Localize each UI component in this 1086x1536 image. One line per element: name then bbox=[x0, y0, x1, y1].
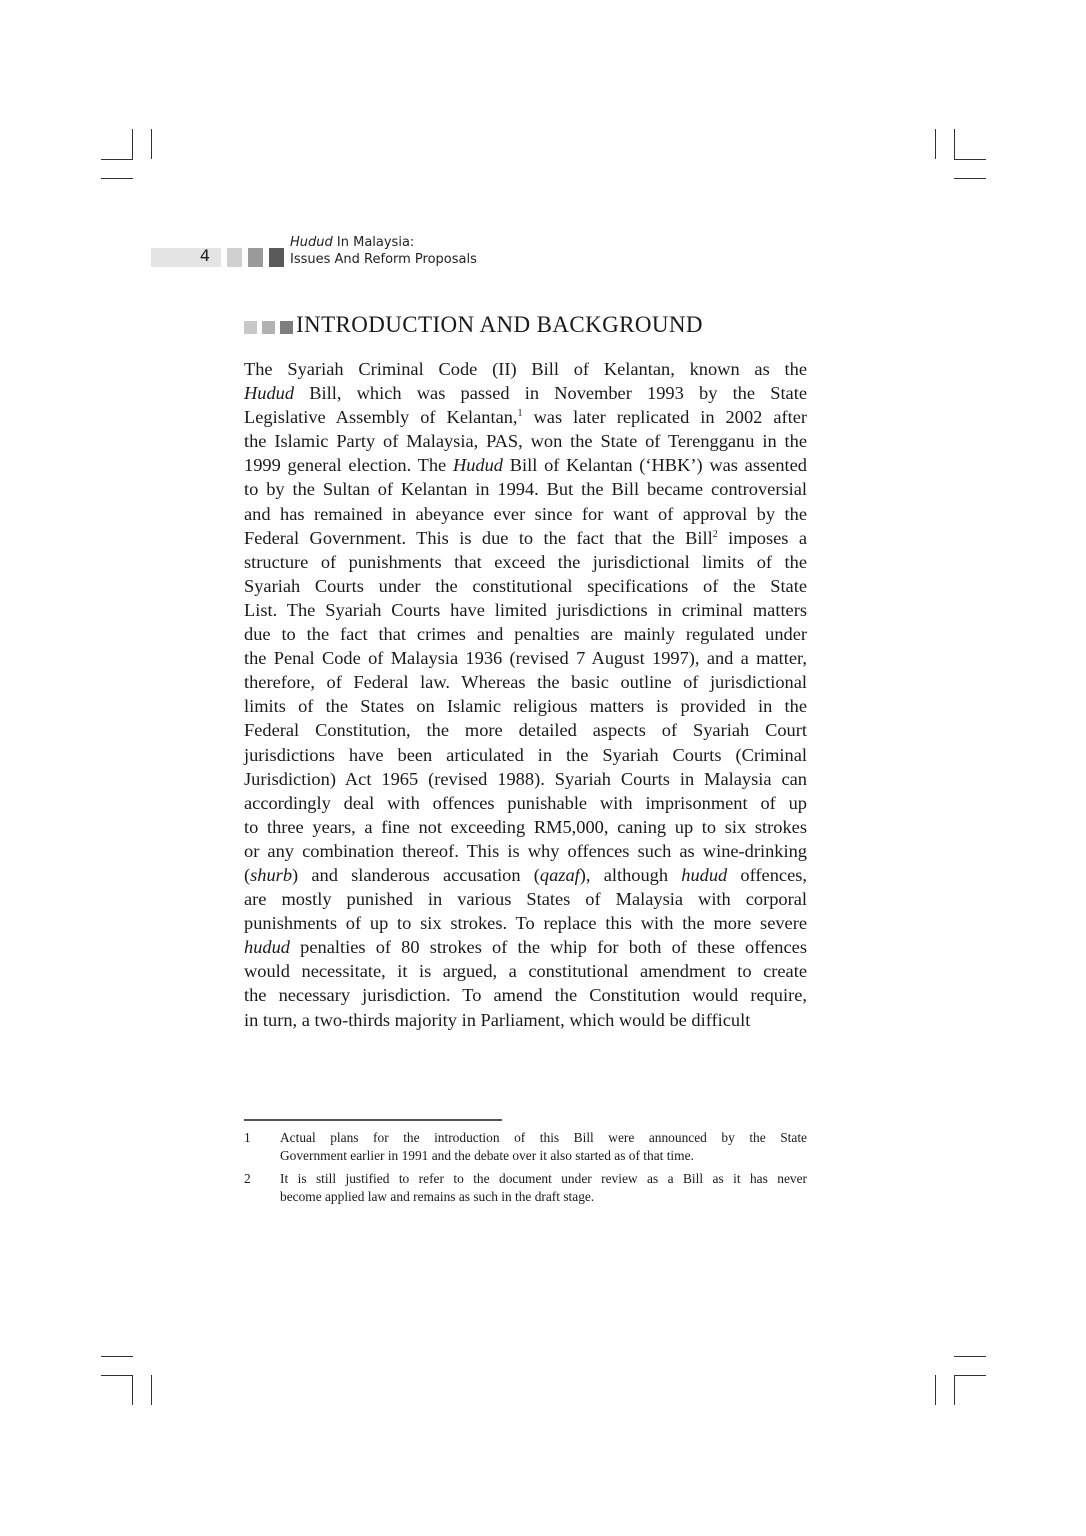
crop-mark bbox=[132, 1375, 133, 1405]
crop-mark bbox=[101, 1356, 133, 1357]
footnote-number: 1 bbox=[244, 1130, 251, 1145]
body-line: punishments of up to six strokes. To replace this with the more severe bbox=[244, 913, 807, 934]
footnote-rule bbox=[244, 1119, 502, 1121]
body-line: Legislative Assembly of Kelantan,$^1$ was later replicated in 2002 after bbox=[244, 407, 808, 428]
crop-mark bbox=[954, 159, 986, 160]
body-line: jurisdictions have been articulated in the Syariah Courts (Criminal bbox=[244, 744, 807, 765]
footnote-line: It is still justified to refer to the document under review as a Bill as it has never bbox=[280, 1171, 807, 1186]
crop-mark bbox=[954, 1375, 986, 1376]
body-line: in turn, a two-thirds majority in Parliament, which would be difficult bbox=[244, 1009, 751, 1030]
body-line: List. The Syariah Courts have limited jurisdictions in criminal matters bbox=[244, 599, 807, 620]
crop-mark bbox=[935, 129, 936, 159]
body-line: the Islamic Party of Malaysia, PAS, won the State of Terengganu in the bbox=[244, 431, 807, 452]
body-line: limits of the States on Islamic religious matters is provided in the bbox=[244, 696, 807, 717]
crop-mark bbox=[151, 1375, 152, 1405]
running-title-line1: In Malaysia: bbox=[332, 235, 415, 250]
section-square bbox=[244, 321, 257, 334]
running-title-line2: Issues And Reform Proposals bbox=[290, 252, 477, 267]
header-square bbox=[269, 248, 284, 267]
footnote-line: become applied law and remains as such in the draft stage. bbox=[280, 1188, 595, 1204]
body-line: therefore, of Federal law. Whereas the basic outline of jurisdictional bbox=[244, 672, 807, 693]
crop-mark bbox=[101, 178, 133, 179]
running-title bbox=[290, 234, 477, 268]
body-line: and has remained in abeyance ever since for want of approval by the bbox=[244, 503, 807, 524]
footnote-line: Actual plans for the introduction of this Bill were announced by the State bbox=[280, 1130, 807, 1145]
body-line: hudud penalties of 80 strokes of the whip for both of these offences bbox=[244, 937, 807, 958]
body-paragraph bbox=[244, 357, 807, 1032]
crop-mark bbox=[151, 129, 152, 159]
body-line: Syariah Courts under the constitutional specifications of the State bbox=[244, 575, 807, 596]
body-line: structure of punishments that exceed the jurisdictional limits of the bbox=[244, 551, 807, 572]
body-line: the Penal Code of Malaysia 1936 (revised 7 August 1997), and a matter, bbox=[244, 648, 807, 669]
body-line: due to the fact that crimes and penalties are mainly regulated under bbox=[244, 624, 807, 645]
header-square bbox=[227, 248, 242, 267]
section-title: INTRODUCTION AND BACKGROUND bbox=[296, 312, 703, 337]
body-line: Hudud Bill, which was passed in November 1993 by the State bbox=[244, 383, 807, 404]
body-line: 1999 general election. The Hudud Bill of Kelantan (‘HBK’) was assented bbox=[244, 455, 807, 476]
footnote-line: Government earlier in 1991 and the debate over it also started as of that time. bbox=[280, 1147, 694, 1163]
crop-mark bbox=[935, 1375, 936, 1405]
body-line: Federal Constitution, the more detailed aspects of Syariah Court bbox=[244, 720, 807, 741]
body-line: the necessary jurisdiction. To amend the Constitution would require, bbox=[244, 985, 807, 1006]
body-line: or any combination thereof. This is why offences such as wine-drinking bbox=[244, 840, 807, 861]
footnote-text bbox=[280, 1170, 807, 1205]
crop-mark bbox=[954, 1375, 955, 1405]
body-line: Federal Government. This is due to the fact that the Bill$^2$ imposes a bbox=[244, 527, 807, 548]
crop-mark bbox=[954, 1356, 986, 1357]
footnote-text bbox=[280, 1129, 807, 1164]
crop-mark bbox=[132, 129, 133, 159]
body-line: would necessitate, it is argued, a constitutional amendment to create bbox=[244, 961, 807, 982]
crop-mark bbox=[954, 178, 986, 179]
crop-mark bbox=[954, 129, 955, 159]
body-line: (shurb) and slanderous accusation (qazaf), although hudud offences, bbox=[244, 864, 807, 885]
body-line: accordingly deal with offences punishable with imprisonment of up bbox=[244, 792, 807, 813]
header-square bbox=[248, 248, 263, 267]
crop-mark bbox=[101, 1375, 133, 1376]
page-number: 4 bbox=[199, 246, 210, 265]
section-square bbox=[280, 321, 293, 334]
body-line: The Syariah Criminal Code (II) Bill of Kelantan, known as the bbox=[244, 359, 807, 379]
footnote-number: 2 bbox=[244, 1171, 251, 1186]
body-line: are mostly punished in various States of Malaysia with corporal bbox=[244, 889, 807, 910]
crop-mark bbox=[101, 159, 133, 160]
section-square bbox=[262, 321, 275, 334]
body-line: Jurisdiction) Act 1965 (revised 1988). Syariah Courts in Malaysia can bbox=[244, 768, 807, 789]
body-line: to by the Sultan of Kelantan in 1994. But the Bill became controversial bbox=[244, 479, 807, 500]
body-line: to three years, a fine not exceeding RM5,000, caning up to six strokes bbox=[244, 816, 807, 837]
running-title-italic: Hudud bbox=[290, 235, 333, 250]
